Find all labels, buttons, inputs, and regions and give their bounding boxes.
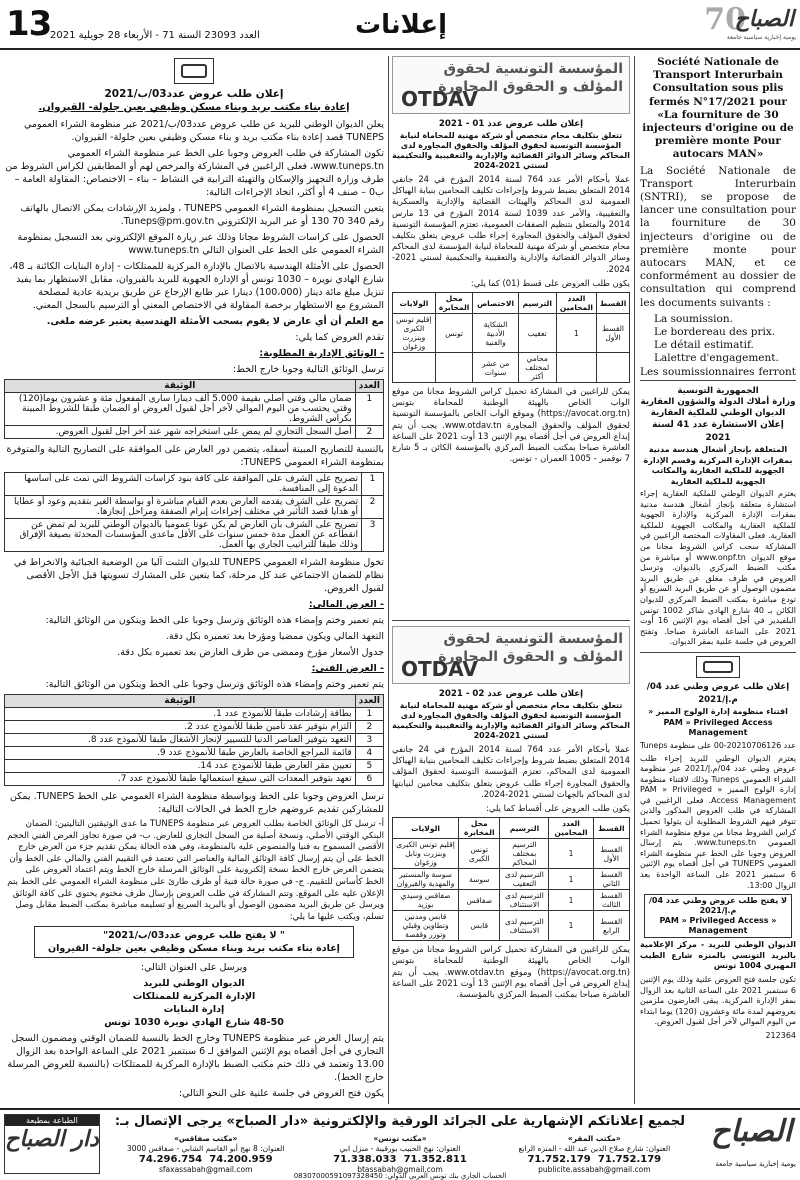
table-row: 1 بطاقة إرشادات طبقا للأنموذج عدد 1. [5,708,384,721]
logo-name: الصباح [734,6,794,32]
lots-table: القسط العدد المحامين الترسيم الاختصاص محل المخابرة الولايات القسط الأول 1 تعقيب الشكاية الأدبية والفنية تونس إقليم تونس الكبرى وبنزرت وزغوان محامي لمختلف أكثر من عشر سنوات [392,292,630,383]
list-item: La soumission. [654,312,733,325]
etat-consultation-ad: الجمهورية التونسية وزارة أملاك الدولة والشؤون العقارية الديوان الوطني للملكية العقارية إعلان الاستشارة عدد 41 لسنة 2021 المتعلقة بإنجاز أشغال هندسة مدنية بمقرات الإدارة المركزية وقسم الإدارة الجهوية للملكية العقارية والمكاتب الجهوية للملكية العقارية يعتزم الديوان الوطني للملكية العقارية إجراء استشارة متعلقة بإنجاز أشغال هندسة مدنية بمقرات الإدارة المركزية والإدارة الجهوية للملكية العقارية والمكاتب الجهوية للملكية العقارية. فعلى المقاولات المختصة الراغبين في المشاركة سحب كراس الشروط مجانا من موقع الديوان www.onpf.tn أو مباشرة من مكتب الضبط المركزي بالديوان. وترسل العروض في ظرف مغلق عن طريق البريد مضمون الوصول أو عن طريق البريد السريع أو تودع مباشرة بمكتب الضبط المركزي للديوان الكائن بـ 40 شارع الهادي شاكر 1002 تونس البلفيدير في أجل أقصاه يوم الإثنين 16 أوت 2021 على الساعة العاشرة صباحا. وتفتح العروض في جلسة علنية بمقر الديوان. [640,386,796,647]
bullet-item: الحصول على الأمثلة الهندسية بالاتصال بالإدارة المركزية للممتلكات - إدارة البنايات الكائنة بـ 48، شارع الهادي نويرة – 1030 تونس أو الإدارة الجهوية للبريد بالقيروان، مقابل الاستظهار بما يفيد تنزيل مبلغ مائة دينار (100،000) دينارا عبر طابع الإرجاع عن طريق بريدية عادية لمصلحة المشروع مع الاستظهار برخصة المقاولة في الاختصاص المعني أو الترسيم بالسجل المعني. [9,261,384,311]
anniversary-number: 70 [704,2,746,37]
consultation-title: Consultation sous plis fermés N°17/2021 pour «La fourniture de 30 injecteurs d'origine ou de première monte Pour autocars MAN» [642,82,794,161]
tender-subtitle: تتعلق بتكليف محام متخصص أو شركة مهنية للمحاماة لنيابة المؤسسة التونسية لحقوق المؤلف والحقوق المجاورة لدى المحاكم وسائر الدوائر القضائية والإدارية والتعقيبية والتحكيمية لسنتي 2021-2024 [392,131,630,170]
bullet-item: الحصول على كراسات الشروط مجانا وذلك عبر زيارة الموقع الإلكتروني بعد التسجيل بمنظومة الشراء العمومي على الخط على العنوان التالي www.tuneps.tn [17,232,384,256]
lots-table: القسط العدد المحامين الترسيم محل المخابرة الولايات القسط الأول 1 الترسيم بمختلف المحاكم تونس الكبرى إقليم تونس الكبرى وبنزرت ونابل وزغوان القسط الثاني 1 الترسيم لدى التعقيب سوسة سوسة والمنستير والمهدية والقيروان القسط الثالث 1 الترسيم لدى الاستئناف صفاقس صفاقس وسيدي بوزيد القسط الرابع 1 الترسيم لدى الاستئناف قابس قابس ومدنين وتطاوين وقبلي وتوزر وقفصة [392,817,630,941]
paragraph: عملا بأحكام الأمر عدد 764 لسنة 2014 المؤرخ في 24 جانفي 2014 المتعلق بضبط شروط وإجراءات تكليف المحامين بنيابة الهياكل العمومية لدى المحاكم، تعتزم المؤسسة التونسية لحقوق المؤلف والحقوق المجاورة إجراء طلب عروض يتعلق بتكليف محامين لنيابتها لدى المحاكم بالجهات لسنتي 2021-2024. [392,744,630,799]
company-name: Société Nationale de Transport Interurbain [653,56,783,82]
col-header: العدد [355,380,383,393]
table-row: 3 تصريح على الشرف بأن العارض لم يكن عونا عموميا بالديوان الوطني للبريد لم تمض عن انقطاعه عن العمل مدة خمس سنوات على الأقل ماعدى المؤسسات المحدثة بصيغة الإفراق وذلك طبقا للتراتيب الجاري بها العمل. [5,519,384,552]
tender-title: إعلان طلب عروض عدد 01 - 2021 [438,119,584,129]
bullet-item [4,1103,384,1104]
issue-info: العدد 23093 السنة 71 - الأربعاء 28 جويلية 2021 [50,30,260,41]
poste-logo-icon [174,58,214,84]
paragraph: ترسل الوثائق التالية وجوبا خارج الخط: [232,364,384,375]
section-heading: - العرض المالي: [308,599,384,610]
paragraph: تقدم العروض كما يلي: [295,332,384,343]
consultation-subtitle: المتعلقة بإنجاز أشغال هندسة مدنية بمقرات الإدارة المركزية وقسم الإدارة الجهوية للملكية العقارية والمكاتب الجهوية للملكية العقارية [643,445,793,486]
section-heading: - العرض الفني: [311,663,384,674]
poste-logo-icon [696,656,740,678]
list-item: Lalettre d'engagement. [654,352,779,365]
paragraph: تكون المشاركة في طلب العروض وجوبا على الخط عبر منظومة الشراء العمومي www.tuneps.tn، فعلى الراغبين في المشاركة والمرخص لهم أو المطابقين لكراس الشروط من طرف وزارة التجهيز والإسكان والتهيئة الترابية في النشاط – بناء – الاختصاص: المقاولة العامة – ب0 – صنف 4 أو أكثر، اتخاذ الإجراءات التالية: [5,148,384,198]
paragraph: يكون طلب العروض على أقساط كما يلي: [486,803,630,814]
paragraph: تخول منظومة الشراء العمومي TUNEPS للديوان التثبت آليا من الوضعية الجبائية والانخراط في نظام للضمان الاجتماعي عند كل مرحلة، كما يتعين على المشارك تسويتها قبل الأجل الأقصى لقبول العروض. [13,557,384,594]
table-row: 1 ضمان مالي وقتي أصلي بقيمة 5.000 ألف دينارا ساري المفعول مئة و عشرون يوما(120) وقتي يحتسب من اليوم الموالي لآخر أجل لقبول العروض أو الضمان طبقا للشروط المبينة بكراس الشروط. [5,393,384,426]
col-header: الوثيقة [5,380,356,393]
paragraph: La Société Nationale de Transport Interurbain (SNTRI), se propose de lancer une consultation pour la fourniture de 30 injecteurs d'origine ou de première monte pour autocars MAN, et ce conformément au dossier de consultation qui comprend les documents suivants : [640,164,796,309]
column-rule [388,56,389,1104]
envelope-mention-box: لا يفتح طلب عروض وطني عدد 04/م.إ/2021 « PAM » Privileged Access Management [644,894,792,938]
table-row: القسط الرابع 1 الترسيم لدى الاستئناف قابس قابس ومدنين وتطاوين وقبلي وتوزر وقفصة [393,911,630,941]
newspaper-logo [704,2,796,46]
poste-pam-tender-ad [640,656,796,1104]
col-header: الوثيقة [5,695,356,708]
doc-list [640,313,796,366]
otdav-logo: المؤسسة التونسية لحقوق المؤلف و الحقوق المجاورة OTDAV [392,56,630,114]
masthead [0,0,800,50]
office-sfax: «مكتب صفاقس» العنوان: 8 نهج أبو القاسم الشابي - صفاقس 3000 74.200.959 74.296.754 sfaxassabah@gmail.com [127,1134,285,1174]
consultation-title: إعلان الاستشارة عدد 41 لسنة 2021 [652,420,784,443]
bullet-item-bold: مع العلم أن أي عارض لا يقوم بسحب الأمثلة الهندسية يعتبر عرضه ملغى. [46,316,384,327]
table-row: 2 أصل السجل التجاري لم يمض على استخراجه شهر عند آخر أجل لقبول العروض. [5,426,384,439]
address-line: الديوان الوطني للبريد - مركز الإعلامية بالبريد التونسي بالمنزه شارع الطيب المهيري 1004 تونس [640,940,796,971]
ad-separator [640,652,796,653]
table-row: القسط الثاني 1 الترسيم لدى التعقيب سوسة سوسة والمنستير والمهدية والقيروان [393,869,630,890]
tech-docs-table [4,694,384,786]
sntri-consultation-ad [640,56,796,376]
otdav-tender-ad-1 [392,56,630,616]
table-row: 5 تعيين مقر العارض طبقا للأنموذج عدد 14. [5,760,384,773]
paragraph: يعتزم الديوان الوطني للبريد إجراء طلب عروض وطني عدد 04/م.إ/2021 عبر منظومة الشراء العمومي Tuneps وذلك لاقتناء منظومة إدارة الولوج المميز « PAM » Privileged Access Management. فعلى الراغبين في المشاركة في طلب العروض المذكور والذين تتوفر فيهم الشروط المطلوبة أن يتولوا تحميل كراس الشروط مجانا من موقع منظومة الشراء العمومي www.tuneps.tn. يتم إرسال العروض وجوبا على الخط عبر منظومة الشراء العمومي TUNEPS في أجل أقصاه يوم الإثنين 6 سبتمبر 2021 على الساعة الواحدة بعد الزوال 13:00. [640,753,796,890]
table-row: 2 تصريح على الشرف يقدمه العارض بعدم القيام مباشرة أو بواسطة الغير بتقديم وعود أو عطايا أو هدايا قصد التأثير في مختلف إجراءات إبرام الصفقة ومراحل إنجازها. [5,496,384,519]
envelope-mention-box: " لا يفتح طلب عروض عدد03/ب/2021" إعادة بناء مكتب بريد وبناء مسكن وظيفي بعين جلولة- القيروان [34,926,354,958]
bullet-item: التعهد المالي ويكون ممضيا ومؤرخا بعد تعميره بكل دقة. [165,631,384,642]
address-line: 48-50 شارع الهادي نويرة 1030 تونس [104,1017,284,1029]
paragraph: بالنسبة للتصاريح المبينة أسفله، يتضمن دور العارض على الموافقة على التصاريح التالية والمتوفرة بمنظومة الشراء العمومي TUNEPS: [6,444,384,468]
footer-banner: لجميع إعلاناتكم الإشهارية على الجرائد الورقية والإلكترونية «دار الصباح» يرجى الإتصال بـ: [114,1114,686,1129]
admin-docs-table [4,379,384,439]
footer [0,1108,800,1180]
col-header: العدد [355,695,383,708]
paragraph: ويرسل على العنوان التالي: [140,962,248,974]
tender-subtitle: تتعلق بتكليف محام متخصص أو شركة مهنية للمحاماة لنيابة المؤسسة التونسية لحقوق المؤلف والحقوق المجاورة لدى المحاكم وسائر الدوائر القضائية والإدارية والتعقيبية والتحكيمية لسنتي 2021-2024 [392,701,630,740]
paragraph: Les soumissionnaires ferront [640,365,796,376]
address-line: الإدارة المركزية للممتلكات [132,991,256,1003]
table-row: 2 التزام بتوفير عقد تأمين طبقا للأنموذج عدد 2. [5,721,384,734]
paragraph: يتم تعمير وختم وإمضاء هذه الوثائق وترسل وجوبا على الخط ويتكون من الوثائق التالية: [45,615,384,626]
bullet-item: جدول الأسعار مؤرخ وممضى من طرف العارض بعد تعميره بكل دقة. [117,647,384,658]
paragraph: يتم تعمير وختم وإمضاء هذه الوثائق وترسل وجوبا على الخط ويتكون من الوثائق التالية: [45,679,384,690]
paragraph: يكون طلب العروض على قسط (01) كما يلي: [470,277,630,288]
section-title: إعلانات [355,10,448,40]
table-row: 1 تصريح على الشرف على الموافقة على كافة بنود كراسات الشروط التي تمت على أساسها الدعوة إلى المنافسة. [5,473,384,496]
address-line: الديوان الوطني للبريد [143,978,245,990]
ad-separator [392,620,630,621]
otdav-logo: المؤسسة التونسية لحقوق المؤلف و الحقوق المجاورة OTDAV [392,626,630,684]
declarations-table [4,472,384,552]
tender-subtitle: إعادة بناء مكتب بريد وبناء مسكن وظيفي بعين جلولة- القيروان. [38,102,350,113]
page-number: 13 [6,4,52,44]
table-row: 6 تعهد بتوفير المعدات التي سيقع استعمالها طبقا للأنموذج عدد 7. [5,773,384,786]
table-row: 3 التعهد بتوفير العناصر الدنيا للتسيير لإنجاز الأشغال طبقا للأنموذج عدد 8. [5,734,384,747]
otdav-tender-ad-2 [392,626,630,1104]
table-row: محامي لمختلف أكثر من عشر سنوات [393,353,630,383]
paragraph: يمكن للراغبين في المشاركة تحميل كراس الشروط مجانا من موقع الواب الخاص بالهيئة الوطنية للمحاماة بتونس (https://avocat.org.tn) وموقع الواب الخاص بالمؤسسة التونسية لحقوق المؤلف والحقوق المجاورة www.otdav.tn. يجب أن يتم إيداع العروض في أجل أقصاه يوم الإثنين 13 أوت 2021 على الساعة العاشرة صباحا بمكتب الضبط المركزي بالمؤسسة الكائن بـ 5 شارع 7 نوفمبر - 1005 العمران - تونس. [392,386,630,464]
paragraph: تكون جلسة فتح العروض علنية وذلك يوم الإثنين 6 سبتمبر 2021 على الساعة الثانية بعد الزوال بمقر الإدارة المركزية. يبقى العارضون ملزمين بعروضهم لمدة مائة وعشرون (120) يوما ابتداء من اليوم الموالي لآخر أجل لقبول العروض. [640,975,796,1027]
paragraph: أ- ترسل كل الوثائق الخاصة بطلب العروض عبر منظومة TUNEPS ما عدى الوثيقتين التاليتين: الضمان البنكي الوقتي الأصلي، ونسخة أصلية من السجل التجاري للعارض. ب- في صورة تجاوز العرض الفني الحجم الأقصى المسموح به فنيا والمنصوص عليه بالمنظومة، وفي هذه الحالة يمكن تقديم جزء من العرض خارج الخط على أن يتم إرسال كافة الوثائق المالية والعناصر التي تعتمد في التقييم الفني والمالي على الخط وأن يتضمن العرض خارج الخط نسخة إلكترونية على الوثائق المرسلة خارج الخط ويتم اعتماد العروض على الخط كأساس للتقييم. ج- في صورة حالة فنية أو ظرف طارئ على منظومة الشراء العمومي على الخط يتم الإعلان عليه على الموقع. وتتم المشاركة في طلب العروض بإرسال ظرف مختوم يحتوي على كافة الوثائق ويرسل عن طريق البريد مضمون الوصول أو بالبريد السريع أو تسليمه مباشرة بمكتب الضبط مقابل وصل تسلم، ويكتب عليها ما يلي: [7,819,384,922]
logo-subtitle: يومية إخبارية سياسية جامعة [726,34,796,41]
ad-reference: 212364 [765,1030,796,1040]
table-row: القسط الأول 1 تعقيب الشكاية الأدبية والفنية تونس إقليم تونس الكبرى وبنزرت وزغوان [393,314,630,353]
section-heading: - الوثائق الإدارية المطلوبة: [259,348,384,359]
poste-tender-ad [4,56,384,1104]
tender-title: إعلان طلب عروض عدد 02 - 2021 [438,689,584,699]
paragraph: يكون فتح العروض في جلسة علنية على النحو التالي: [178,1088,384,1100]
tender-title: إعلان طلب عروض عدد03/ب/2021 [104,88,284,100]
table-row: القسط الأول 1 الترسيم بمختلف المحاكم تونس الكبرى إقليم تونس الكبرى وبنزرت ونابل وزغوان [393,839,630,869]
list-item: Le détail estimatif. [654,339,754,352]
footer-logo: الصباح يومية إخبارية سياسية جامعة [710,1114,796,1168]
paragraph: يعتزم الديوان الوطني للملكية العقارية إجراء استشارة متعلقة بإنجاز أشغال هندسة مدنية بمقرات الإدارة المركزية والإدارة الجهوية للملكية العقارية والمكاتب الجهوية للملكية العقارية. فعلى المقاولات المختصة الراغبين في المشاركة سحب كراس الشروط مجانا من موقع الديوان www.onpf.tn أو مباشرة من مكتب الضبط المركزي بالديوان. وترسل العروض في ظرف مغلق عن طريق البريد مضمون الوصول أو عن طريق البريد السريع أو تودع مباشرة بمكتب الضبط المركزي للديوان الكائن بـ 40 شارع الهادي شاكر 1002 تونس البلفيدير في أجل أقصاه يوم الإثنين 16 أوت 2021 على الساعة العاشرة صباحا. وتفتح العروض في جلسة علنية بمقر الديوان. [640,489,796,647]
list-item: Le bordereau des prix. [654,326,776,339]
printing-house-logo: الطباعة بمطبعة دار الصباح [4,1114,100,1174]
bullet-item: يتعين التسجيل بمنظومة الشراء العمومي TUNEPS ، ولمزيد الإرشادات يمكن الاتصال بالهاتف رقم 340 70 130 أو عبر البريد الإلكتروني Tuneps@pm.gov.tn. [20,203,384,227]
office-hq: «مكتب المقر» العنوان: شارع صلاح الدين عبد الله - المنزه الرابع 71.752.179 71.752.179 publicite.assabah@gmail.com [518,1134,671,1174]
tender-title: إعلان طلب عروض وطني عدد 04/م.إ/2021 [646,682,790,705]
table-row: القسط الثالث 1 الترسيم لدى الاستئناف صفاقس صفاقس وسيدي بوزيد [393,890,630,911]
table-row: 4 قائمة المراجع الخاصة بالعارض طبقا للأنموذج عدد 9. [5,747,384,760]
column-rule [634,56,635,1104]
ad-separator [640,380,796,381]
paragraph: يمكن للراغبين في المشاركة تحميل كراس الشروط مجانا من موقع الواب الخاص بالهيئة الوطنية للمحاماة بتونس (https://avocat.org.tn) وموقع www.otdav.tn. يجب أن يتم إيداع العروض في أجل أقصاه يوم الإثنين 13 أوت 2021 على الساعة العاشرة صباحا بمكتب الضبط المركزي بالمؤسسة. [392,944,630,1000]
paragraph: يتم إرسال العرض عبر منظومة TUNEPS وخارج الخط بالنسبة للضمان الوقتي ومضمون السجل التجاري في أجل أقصاه يوم الإثنين الموافق لـ 6 سبتمبر 2021 على الساعة الواحدة بعد الزوال 13.00 وتعتمد في ذلك ختم مكتب الضبط بالإدارة المركزية للممتلكات (بالنسبة للعروض المرسلة خارج الخط). [7,1033,384,1084]
paragraph: ترسل العروض وجوبا على الخط وبواسطة منظومة الشراء العمومي على الخط TUNEPS. يمكن للمشاركين تقديم عروضهم خارج الخط في الحالات التالية: [9,791,384,815]
bank-account: الحساب الجاري بنك تونس العربي الدولي: 08307000591097328450 [293,1172,507,1180]
paragraph: عملا بأحكام الأمر عدد 764 لسنة 2014 المؤرخ في 24 جانفي 2014 المتعلق بضبط شروط وإجراءات تكليف المحامين بنيابة الهياكل العمومية لدى المحاكم والهيئات القضائية والإدارية والعسكرية والتعقيبية، والأمر عدد 1039 لسنة 2014 المؤرخ في 13 مارس 2014 والمتعلق بتنظيم الصفقات العمومية، تعتزم المؤسسة التونسية لحقوق المؤلف والحقوق المجاورة إجراء طلب عروض يتعلق بتكليف محام متخصص أو شركة مهنية للمحاماة لنيابة المؤسسة لدى المحاكم وسائر الدوائر القضائية والإدارية والتعقيبية والتحكيمية لسنتي 2021-2024. [392,174,630,274]
tender-subtitle: اقتناء منظومة إدارة الولوج المميز « PAM » Privileged Access Management [648,707,788,737]
paragraph: يعلن الديوان الوطني للبريد عن طلب عروض عدد03/ب/2021 عبر منظومة الشراء العمومي TUNEPS قصد إعادة بناء مكتب بريد و بناء مسكن وظيفي بعين جلولة- القيروان. [23,119,384,143]
tuneps-reference: عدد 20210706126-00 على منظومة Tuneps [640,740,796,750]
office-tunis: «مكتب تونس» العنوان: نهج الحبيب بورقيبة - منزل ابي 71.352.811 71.338.033 btassabah@gmail.com [333,1134,467,1174]
address-line: إدارة البنايات [163,1004,225,1016]
